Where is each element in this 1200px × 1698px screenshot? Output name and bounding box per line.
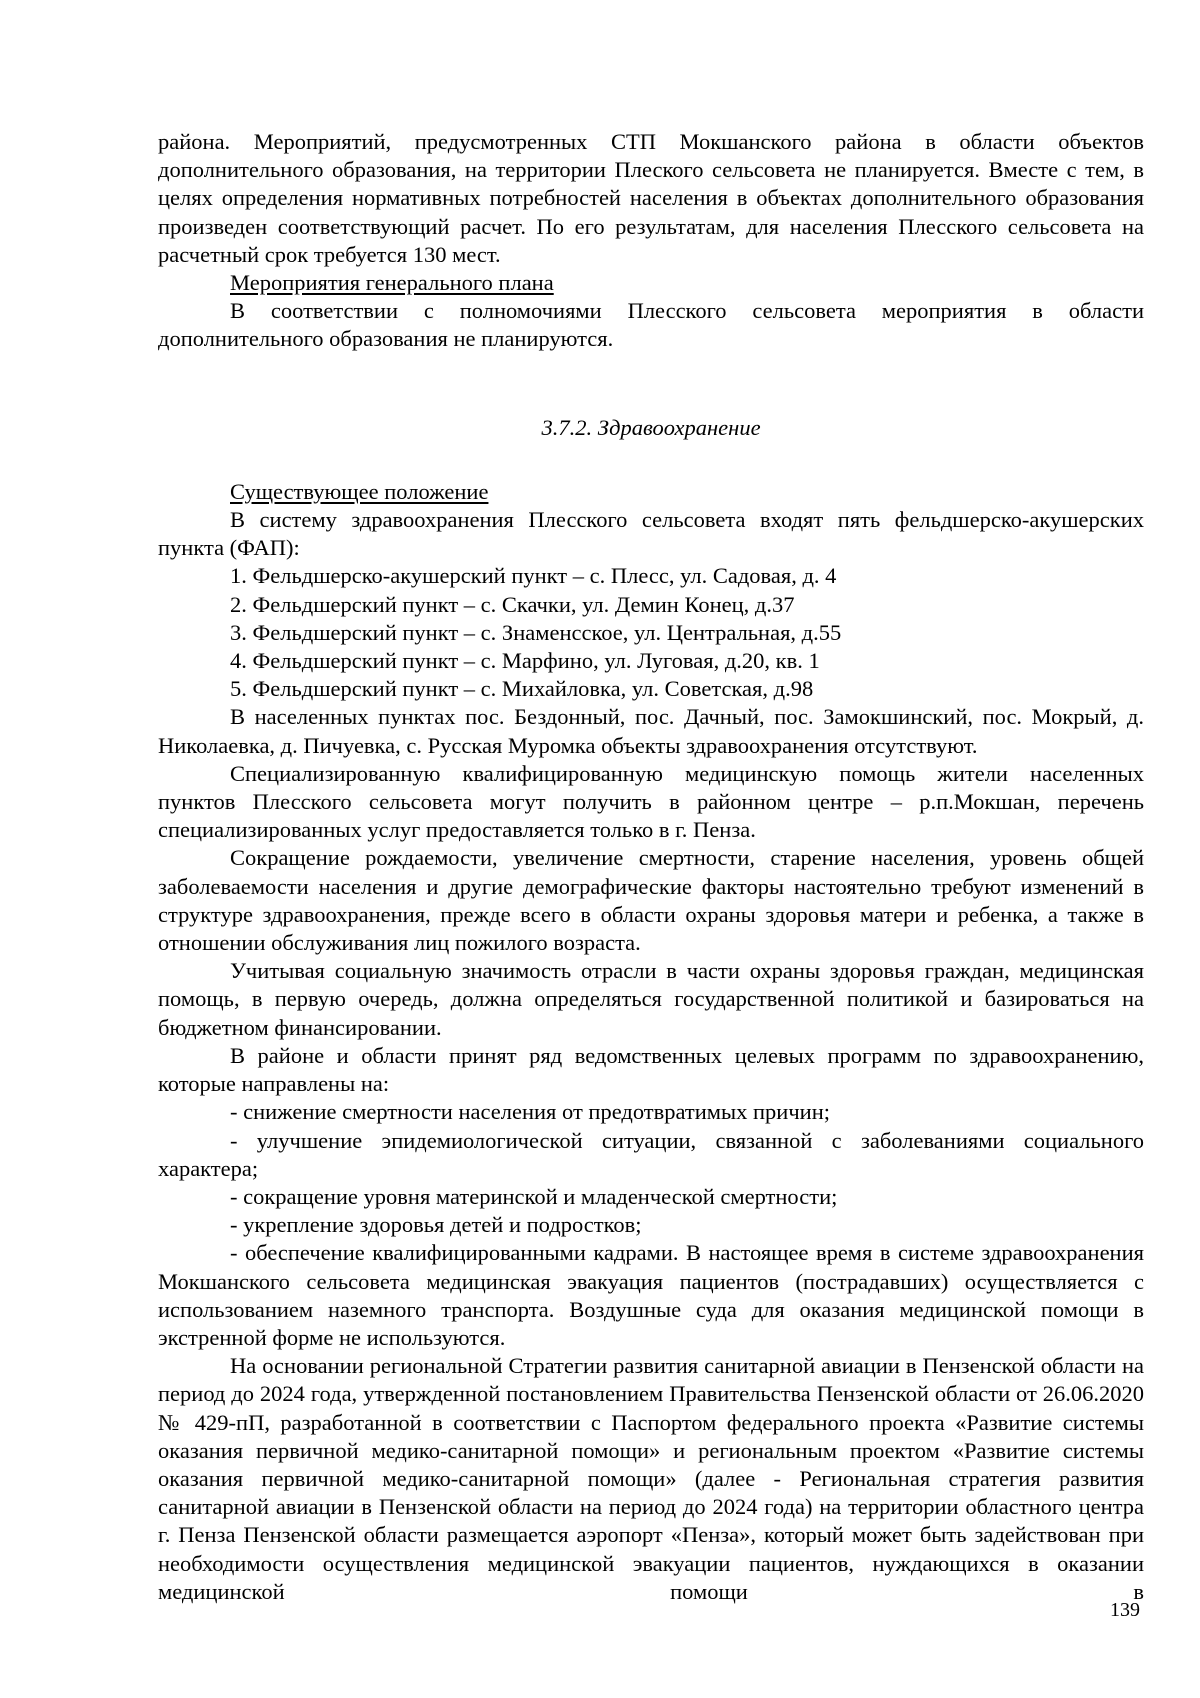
spacer [158,442,1144,478]
measures-heading-text: Мероприятия генерального плана [230,270,554,296]
body-paragraph: В районе и области принят ряд ведомственных целевых программ по здравоохранению, которые направлены на: [158,1042,1144,1097]
facility-item: 4. Фельдшерский пункт – с. Марфино, ул. Луговая, д.20, кв. 1 [230,648,820,674]
spacer [158,354,1144,414]
facility-item: 3. Фельдшерский пункт – с. Знаменсское, ул. Центральная, д.55 [230,619,842,645]
existing-heading-text: Существующее положение [230,478,489,504]
facility-item: 5. Фельдшерский пункт – с. Михайловка, ул. Советская, д.98 [230,676,814,702]
existing-heading [158,478,1144,506]
document-page [158,128,1144,1606]
body-paragraph: Специализированную квалифицированную медицинскую помощь жители населенных пунктов Плесского сельсовета могут получить в районном центре – р.п.Мокшан, перечень специализированных услуг предоставляется только в г. Пенза. [158,760,1144,843]
final-paragraph: На основании региональной Стратегии развития санитарной авиации в Пензенской области на период до 2024 года, утвержденной постановлением Правительства Пензенской области от 26.06.2020 № 429-пП, разработанной в соответствии с Паспортом федерального проекта «Развитие системы оказания первичной медико-санитарной помощи» и региональным проектом «Развитие системы оказания первичной медико-санитарной помощи» (далее - Региональная стратегия развития санитарной авиации в Пензенской области на период до 2024 года) на территории областного центра г. Пенза Пензенской области размещается аэропорт «Пенза», который может быть задействован при необходимости осуществления медицинской эвакуации пациентов, нуждающихся в оказании медицинской помощи в [158,1353,1144,1604]
existing-intro-paragraph: В систему здравоохранения Плесского сельсовета входят пять фельдшерско-акушерских пункта (ФАП): [158,507,1144,561]
program-item: - снижение смертности населения от предотвратимых причин; [230,1099,830,1125]
program-item: - укрепление здоровья детей и подростков; [230,1212,642,1238]
intro-paragraph: района. Мероприятий, предусмотренных СТП Мокшанского района в области объектов дополнительного образования, на территории Плеского сельсовета не планируется. Вместе с тем, в целях определения нормативных потребностей населения в объектах дополнительного образования произведен соответствующий расчет. По его результатам, для населения Плесского сельсовета на расчетный срок требуется 130 мест. [158,129,1144,267]
program-item: - улучшение эпидемиологической ситуации, связанной с заболеваниями социального характера; [158,1127,1144,1181]
program-item: - сокращение уровня материнской и младенческой смертности; [230,1183,838,1209]
section-title: 3.7.2. Здравоохранение [541,414,761,440]
body-paragraph: В населенных пунктах пос. Бездонный, пос. Дачный, пос. Замокшинский, пос. Мокрый, д. Николаевка, д. Пичуевка, с. Русская Муромка объекты здравоохранения отсутствуют. [158,704,1144,758]
page-number: 139 [1110,1599,1140,1621]
measures-paragraph: В соответствии с полномочиями Плесского сельсовета мероприятия в области дополнительного образования не планируются. [158,298,1144,352]
program-item: - обеспечение квалифицированными кадрами. В настоящее время в системе здравоохранения Мокшанского сельсовета медицинская эвакуация пациентов (пострадавших) осуществляется с использованием наземного транспорта. Воздушные суда для оказания медицинской помощи в экстренной форме не используются. [158,1240,1144,1350]
facility-item: 1. Фельдшерско-акушерский пункт – с. Плесс, ул. Садовая, д. 4 [230,563,837,589]
facility-item: 2. Фельдшерский пункт – с. Скачки, ул. Демин Конец, д.37 [230,591,795,617]
body-paragraph: Сокращение рождаемости, увеличение смертности, старение населения, уровень общей заболеваемости населения и другие демографические факторы настоятельно требуют изменений в структуре здравоохранения, прежде всего в области охраны здоровья матери и ребенка, а также в отношении обслуживания лиц пожилого возраста. [158,845,1144,956]
body-paragraph: Учитывая социальную значимость отрасли в части охраны здоровья граждан, медицинская помощь, в первую очередь, должна определяться государственной политикой и базироваться на бюджетном финансировании. [158,958,1144,1040]
measures-heading [158,269,1144,297]
